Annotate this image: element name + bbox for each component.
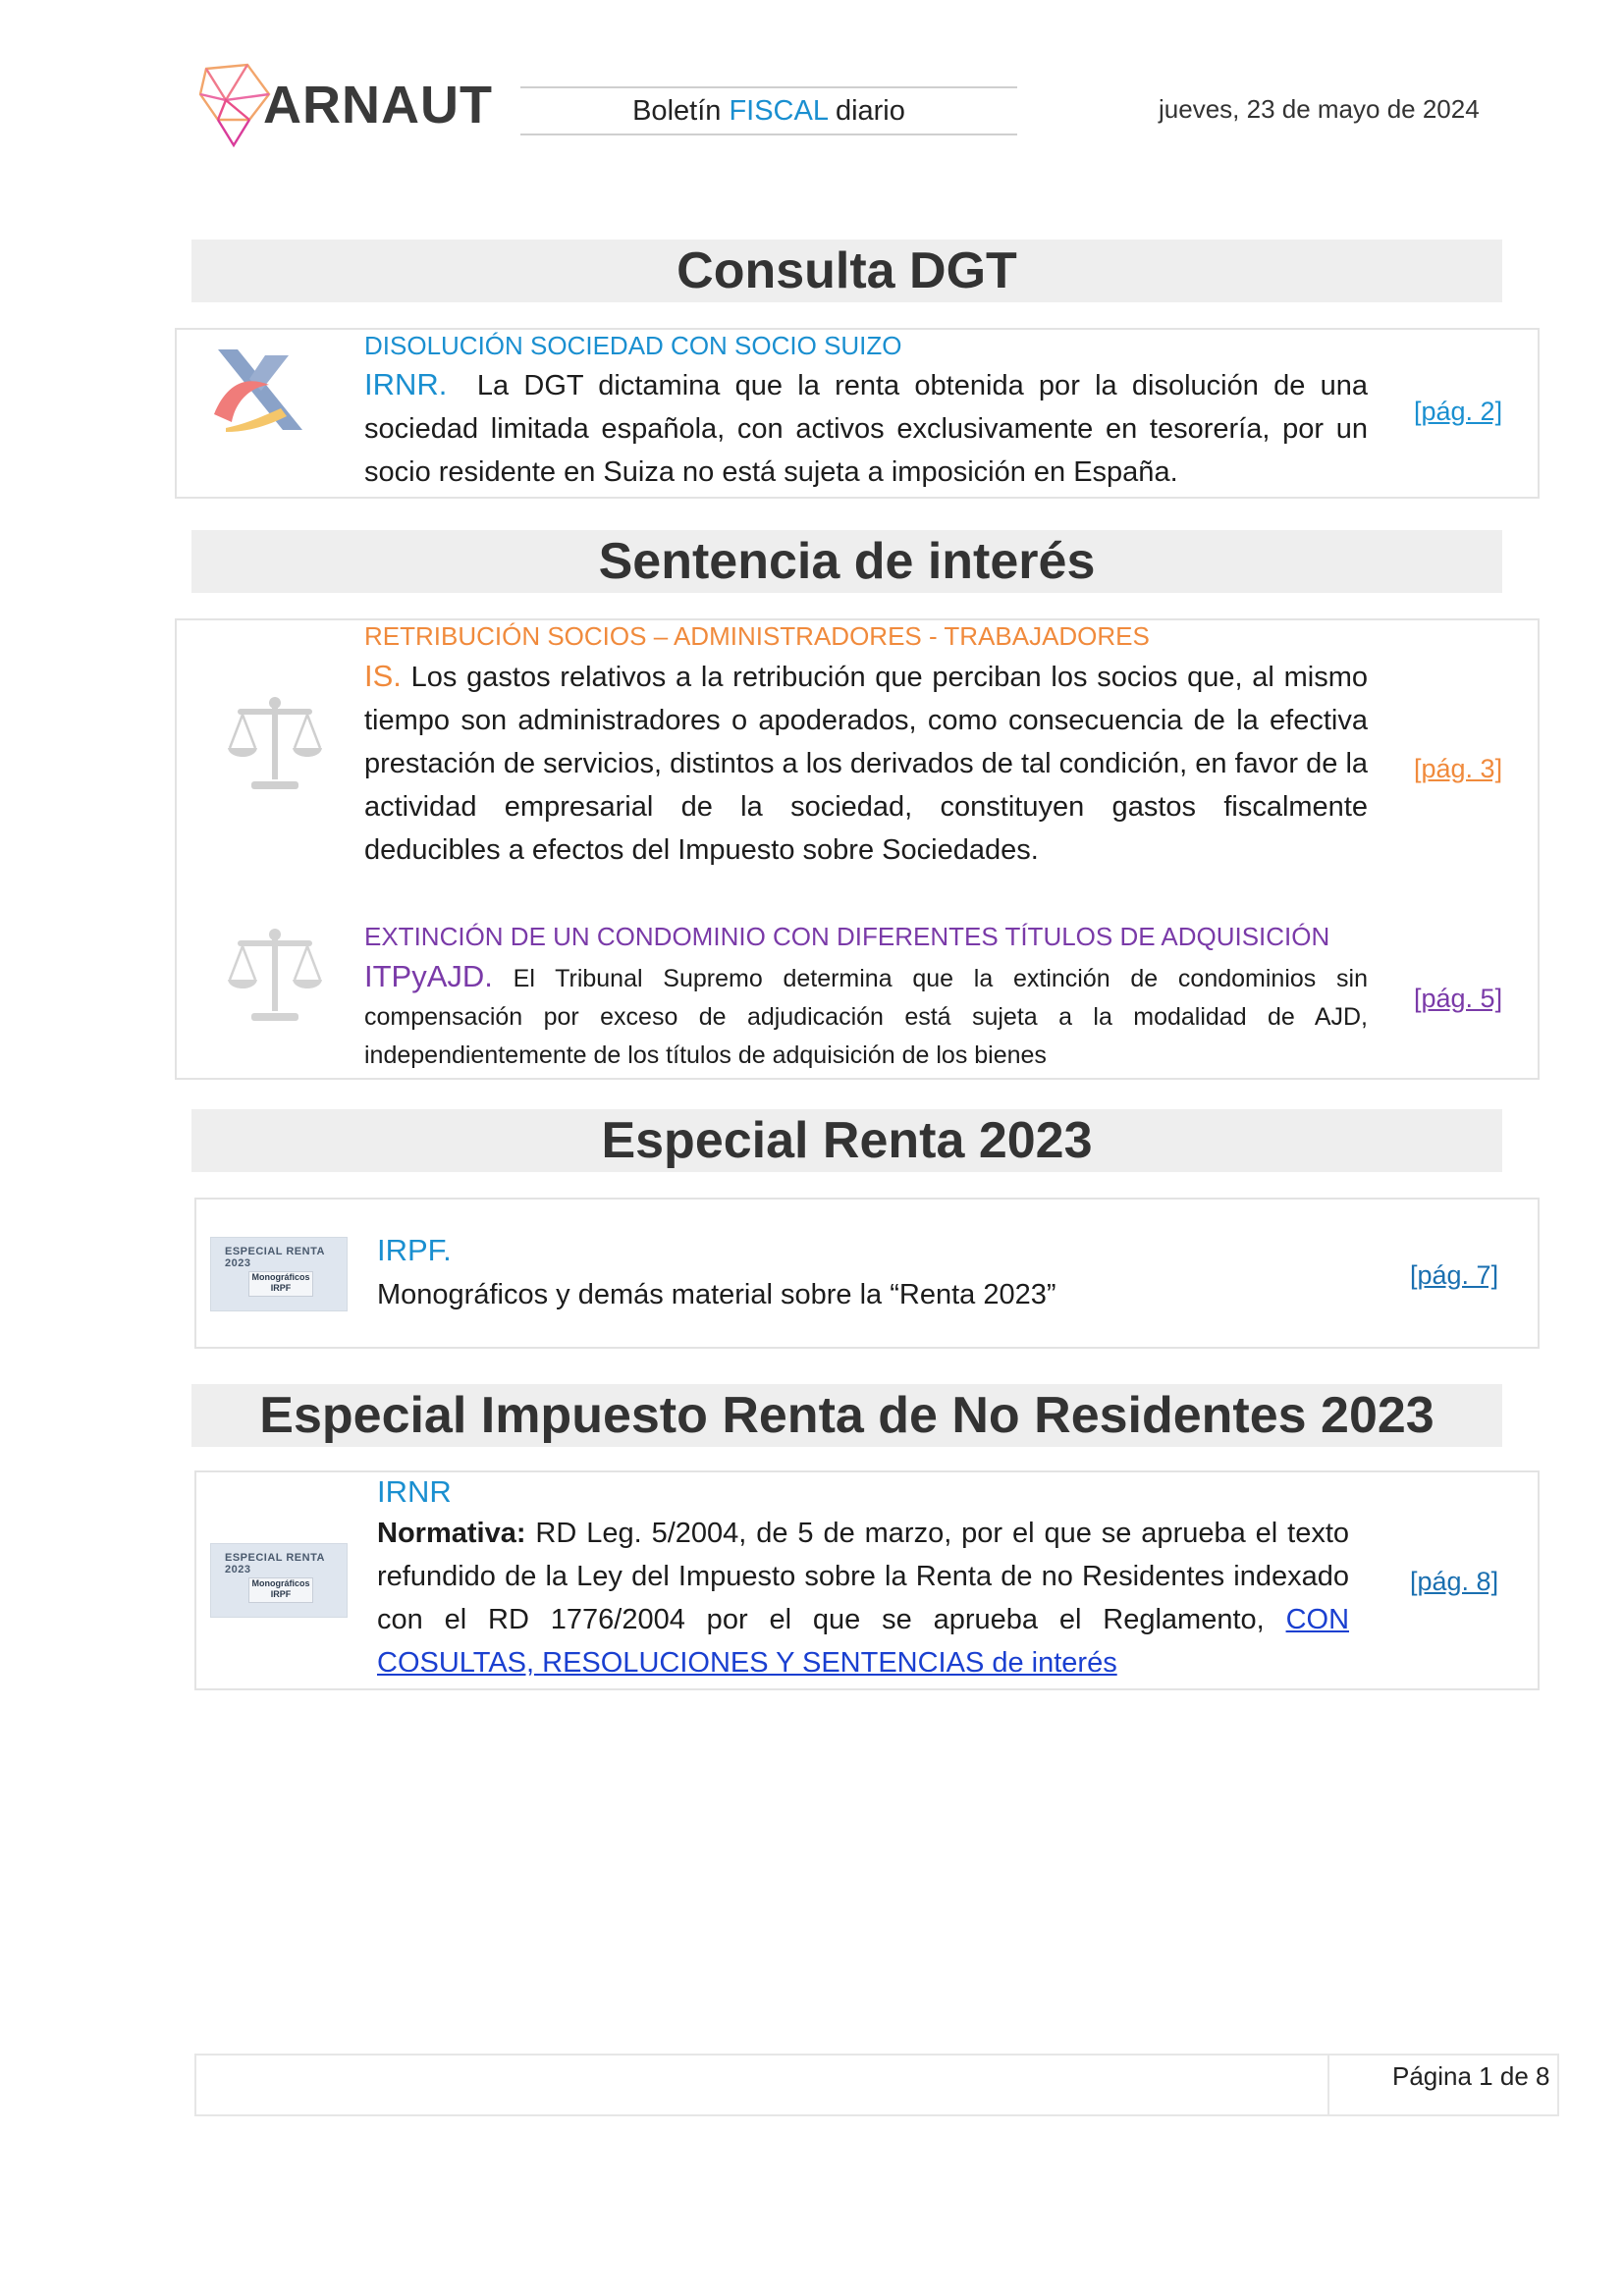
sentencia-1-text: Los gastos relativos a la retribución que perciban los socios que, al mismo tiempo son administradores o apoderados, como consecuencia de la efectiva prestación de servicios, distintos a los derivados de tal condición, en favor de la actividad empresarial de la sociedad, constituyen gastos fiscalmente deducibles a efectos del Impuesto sobre Sociedades. xyxy=(364,662,1369,866)
sentencia-1-tag: IS. xyxy=(364,659,402,693)
section-title-sentencia: Sentencia de interés xyxy=(191,530,1502,593)
thumbnail-badge-line1: Monográficos xyxy=(251,1272,310,1282)
thumbnail-badge xyxy=(248,1271,313,1297)
dgt-text: La DGT dictamina que la renta obtenida por la disolución de una sociedad limitada española, con activos exclusivamente en tesorería, por un socio residente en Suiza no está sujeta a imposición en España. xyxy=(364,370,1368,488)
section-title-especial-renta: Especial Renta 2023 xyxy=(191,1109,1502,1172)
sentencia-2-page-link[interactable]: [pág. 5] xyxy=(1414,984,1503,1013)
thumbnail-badge-line2: IRPF xyxy=(270,1283,292,1293)
page-footer xyxy=(194,2054,1559,2116)
renta-page-link[interactable]: [pág. 7] xyxy=(1410,1260,1499,1290)
dgt-summary xyxy=(364,363,1368,494)
sentencia-1-category: RETRIBUCIÓN SOCIOS – ADMINISTRADORES - TRABAJADORES xyxy=(364,621,1150,651)
sentencia-1-summary xyxy=(364,655,1368,872)
section-title-consulta-dgt: Consulta DGT xyxy=(191,240,1502,302)
sentencia-2-tag: ITPyAJD. xyxy=(364,959,493,993)
renta-text: Monográficos y demás material sobre la “Renta 2023” xyxy=(377,1279,1056,1310)
especial-irnr-thumbnail xyxy=(210,1543,348,1618)
scales-icon xyxy=(224,925,326,1027)
dgt-category: DISOLUCIÓN SOCIEDAD CON SOCIO SUIZO xyxy=(364,331,902,360)
logo-text: ARNAUT xyxy=(263,76,493,134)
bulletin-title-pre: Boletín xyxy=(632,95,730,127)
thumbnail-title: ESPECIAL RENTA 2023 xyxy=(225,1246,325,1269)
thumbnail-badge xyxy=(248,1577,313,1603)
footer-divider xyxy=(1327,2054,1329,2116)
scales-icon xyxy=(224,693,326,795)
page-number: Página 1 de 8 xyxy=(1392,2061,1550,2091)
sentencia-1-page-link[interactable]: [pág. 3] xyxy=(1414,754,1503,783)
bulletin-date: jueves, 23 de mayo de 2024 xyxy=(1159,94,1480,124)
dgt-tag: IRNR. xyxy=(364,367,448,401)
bulletin-title xyxy=(520,86,1017,135)
bulletin-title-fiscal: FISCAL xyxy=(729,95,828,127)
thumbnail-title: ESPECIAL RENTA 2023 xyxy=(225,1552,325,1575)
sentencia-2-text: El Tribunal Supremo determina que la extinción de condominios sin compensación por exceso de adjudicación está sujeta a la modalidad de AJD, independientemente de los títulos de adquisición de los bienes xyxy=(364,965,1368,1069)
renta-tag: IRPF. xyxy=(377,1233,452,1267)
irnr-summary xyxy=(377,1512,1349,1684)
arnaut-logo-icon xyxy=(196,61,273,149)
section-title-especial-irnr: Especial Impuesto Renta de No Residentes 2023 xyxy=(191,1384,1502,1447)
sentencia-2-category: EXTINCIÓN DE UN CONDOMINIO CON DIFERENTES TÍTULOS DE ADQUISICIÓN xyxy=(364,922,1330,951)
thumbnail-badge-line1: Monográficos xyxy=(251,1578,310,1588)
irnr-normativa-label: Normativa: xyxy=(377,1518,526,1549)
irnr-page-link[interactable]: [pág. 8] xyxy=(1410,1567,1499,1596)
irnr-text: RD Leg. 5/2004, de 5 de marzo, por el que se aprueba el texto refundido de la Ley del Impuesto sobre la Renta de no Residentes indexado con el RD 1776/2004 por el que se aprueba el Reglamento, xyxy=(377,1518,1350,1635)
sentencia-2-summary xyxy=(364,957,1368,1075)
especial-renta-thumbnail xyxy=(210,1237,348,1311)
thumbnail-badge-line2: IRPF xyxy=(270,1589,292,1599)
irnr-tag: IRNR xyxy=(377,1474,452,1509)
irnr-consultas-link[interactable]: CON COSULTAS, RESOLUCIONES Y SENTENCIAS de interés xyxy=(377,1604,1350,1679)
bulletin-title-post: diario xyxy=(827,95,905,127)
agencia-tributaria-icon xyxy=(206,346,308,436)
dgt-page-link[interactable]: [pág. 2] xyxy=(1414,397,1503,426)
